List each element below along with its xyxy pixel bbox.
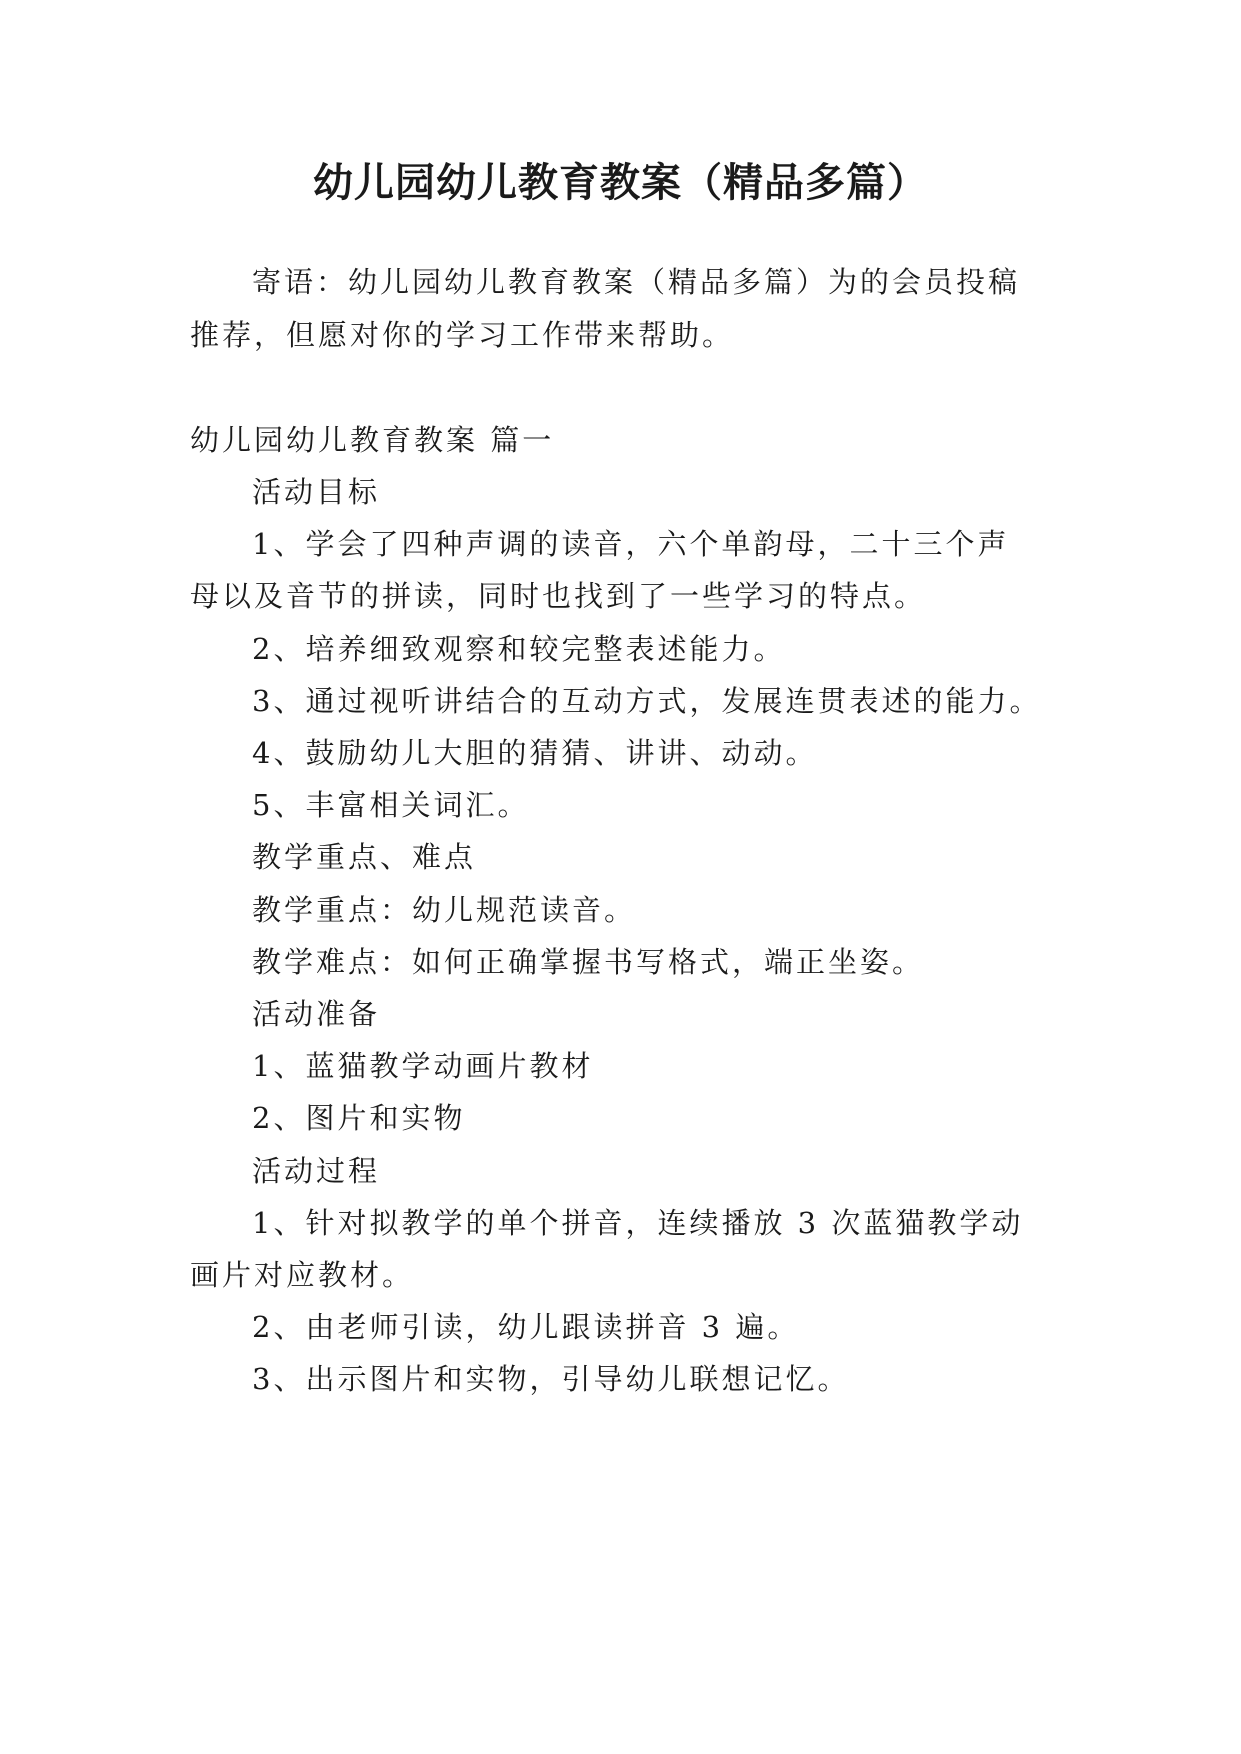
goal-1-line-1: 1、学会了四种声调的读音，六个单韵母，二十三个声 (252, 527, 1010, 561)
intro-line-2: 推荐，但愿对你的学习工作带来帮助。 (190, 318, 735, 352)
step-1-line-2: 画片对应教材。 (190, 1258, 415, 1292)
process-heading: 活动过程 (252, 1154, 381, 1188)
goal-2: 2、培养细致观察和较完整表述能力。 (252, 632, 786, 666)
section-heading: 幼儿园幼儿教育教案 篇一 (190, 423, 555, 457)
step-1-line-1: 1、针对拟教学的单个拼音，连续播放 3 次蓝猫教学动 (252, 1206, 1024, 1240)
step-2: 2、由老师引读，幼儿跟读拼音 3 遍。 (252, 1310, 800, 1344)
prep-1: 1、蓝猫教学动画片教材 (252, 1049, 594, 1083)
step-3: 3、出示图片和实物，引导幼儿联想记忆。 (252, 1362, 850, 1396)
intro-line-1: 寄语：幼儿园幼儿教育教案（精品多篇）为的会员投稿 (252, 265, 1021, 299)
prep-heading: 活动准备 (252, 997, 381, 1031)
goal-3: 3、通过视听讲结合的互动方式，发展连贯表述的能力。 (252, 684, 1042, 718)
document-title: 幼儿园幼儿教育教案（精品多篇） (313, 159, 928, 206)
goal-4: 4、鼓励幼儿大胆的猜猜、讲讲、动动。 (252, 736, 818, 770)
prep-2: 2、图片和实物 (252, 1101, 466, 1135)
goal-1-line-2: 母以及音节的拼读，同时也找到了一些学习的特点。 (190, 579, 927, 613)
key-point: 教学重点：幼儿规范读音。 (252, 893, 637, 927)
difficulty: 教学难点：如何正确掌握书写格式，端正坐姿。 (252, 945, 925, 979)
goal-5: 5、丰富相关词汇。 (252, 788, 530, 822)
key-heading: 教学重点、难点 (252, 840, 477, 874)
goals-heading: 活动目标 (252, 475, 381, 509)
